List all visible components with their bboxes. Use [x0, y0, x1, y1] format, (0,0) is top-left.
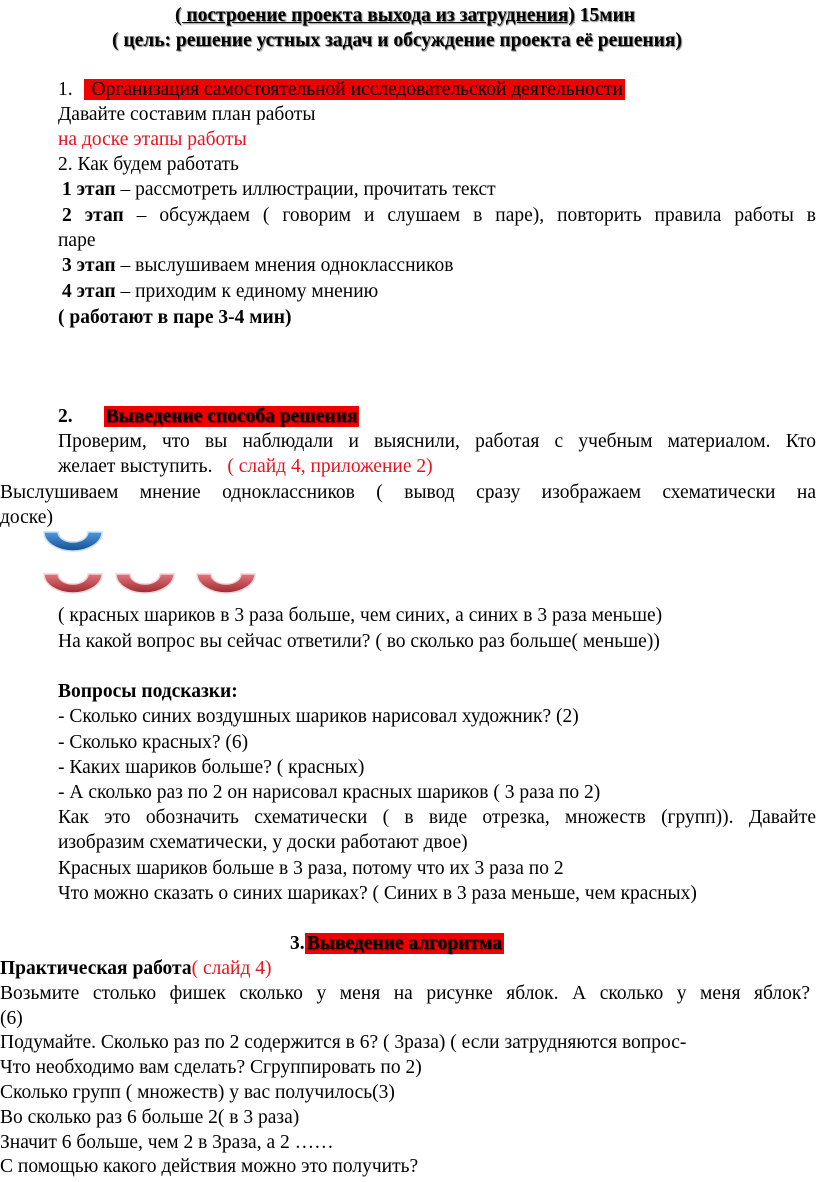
section2-heading-line: [58, 405, 359, 429]
stage-2-continued: паре: [58, 230, 96, 251]
section1-heading: Организация самостоятельной исследовательской деятельности: [84, 79, 625, 100]
section3-l3: Подумайте. Сколько раз по 2 содержится в 6? ( 3раза) ( если затрудняются вопрос-: [0, 1032, 687, 1053]
practical-work-label: Практическая работа: [0, 958, 192, 979]
section3-l6: Во сколько раз 6 больше 2( в 3 раза): [0, 1107, 300, 1128]
document-goal: ( цель: решение устных задач и обсуждение проекта её решения): [112, 30, 682, 51]
section2-p6: Красных шариков больше в 3 раза, потому что их 3 раза по 2: [58, 858, 564, 879]
section3-l2: (6): [0, 1008, 23, 1029]
pair-work-note: ( работают в паре 3-4 мин): [58, 307, 292, 328]
slide-reference: ( слайд 4, приложение 2): [227, 456, 433, 477]
section2-number: 2.: [58, 406, 73, 427]
section2-p1b: [58, 455, 433, 479]
blue-group-arc: [44, 532, 102, 551]
section2-p2a: Выслушиваем мнение одноклассников ( вывод сразу изображаем схематически на: [0, 482, 816, 503]
section2-p4: На какой вопрос вы сейчас ответили? ( во сколько раз больше( меньше)): [58, 631, 660, 652]
section3-l8: С помощью какого действия можно это получить?: [0, 1156, 419, 1177]
document-title: [175, 4, 635, 28]
hint-item: - Сколько синих воздушных шариков нарисовал художник? (2): [58, 706, 579, 727]
section3-number: 3.: [290, 933, 305, 954]
section2-p5b: изобразим схематически, у доски работают двое): [58, 832, 468, 853]
stage-text: – рассмотреть иллюстрации, прочитать текст: [115, 179, 496, 200]
stage-label: 4 этап: [62, 281, 116, 302]
stage-3: [62, 254, 453, 278]
stage-4: [62, 280, 378, 304]
title-text: ( построение проекта выхода из затруднения): [175, 5, 575, 26]
section2-heading: Выведение способа решения: [105, 406, 358, 427]
section1-number: 1.: [58, 79, 73, 100]
stage-label: 3 этап: [62, 255, 116, 276]
section2-p7: Что можно сказать о синих шариках? ( Синих в 3 раза меньше, чем красных): [58, 883, 697, 904]
section3-l7: Значит 6 больше, чем 2 в 3раза, а 2 ……: [0, 1132, 334, 1153]
balloon-diagram: [0, 528, 816, 608]
red-group-arc: [197, 574, 255, 593]
section3-l4: Что необходимо вам сделать? Сгруппировать по 2): [0, 1057, 422, 1078]
section1-line3: 2. Как будем работать: [58, 154, 239, 175]
hint-item: - Каких шариков больше? ( красных): [58, 757, 365, 778]
stage-text: – выслушиваем мнения одноклассников: [115, 255, 454, 276]
section3-l1: Возьмите столько фишек сколько у меня на рисунке яблок. А сколько у меня яблок?: [0, 983, 810, 1004]
hint-item: - А сколько раз по 2 он нарисовал красных шариков ( 3 раза по 2): [58, 782, 601, 803]
stage-label: 2 этап: [62, 205, 124, 226]
slide-reference: ( слайд 4): [191, 958, 272, 979]
hints-title: Вопросы подсказки:: [58, 681, 238, 702]
stage-text: – обсуждаем ( говорим и слушаем в паре), повторить правила работы в: [123, 205, 816, 226]
stage-label: 1 этап: [62, 179, 116, 200]
red-group-arc: [116, 574, 174, 593]
title-time: 15мин: [579, 5, 636, 26]
section3-heading-line: [290, 932, 504, 956]
hint-item: - Сколько красных? (6): [58, 732, 249, 753]
section2-p2b: доске): [0, 507, 53, 528]
practical-work-line: [0, 957, 272, 981]
red-group-arc: [44, 574, 102, 593]
section3-l5: Сколько групп ( множеств) у вас получилось(3): [0, 1082, 395, 1103]
section2-p1b-text: желает выступить.: [58, 456, 213, 477]
section2-p1a: Проверим, что вы наблюдали и выяснили, работая с учебным материалом. Кто: [58, 431, 816, 452]
section2-p5a: Как это обозначить схематически ( в виде отрезка, множеств (групп)). Давайте: [58, 807, 816, 828]
stage-text: – приходим к единому мнению: [115, 281, 379, 302]
stage-2: [62, 204, 816, 228]
section1-line2: на доске этапы работы: [58, 129, 247, 150]
section1-line1: Давайте составим план работы: [58, 104, 316, 125]
section3-heading: Выведение алгоритма: [306, 933, 502, 954]
stage-1: [62, 178, 496, 202]
section1-heading-line: [58, 78, 625, 102]
section2-p3: ( красных шариков в 3 раза больше, чем синих, а синих в 3 раза меньше): [58, 605, 663, 626]
